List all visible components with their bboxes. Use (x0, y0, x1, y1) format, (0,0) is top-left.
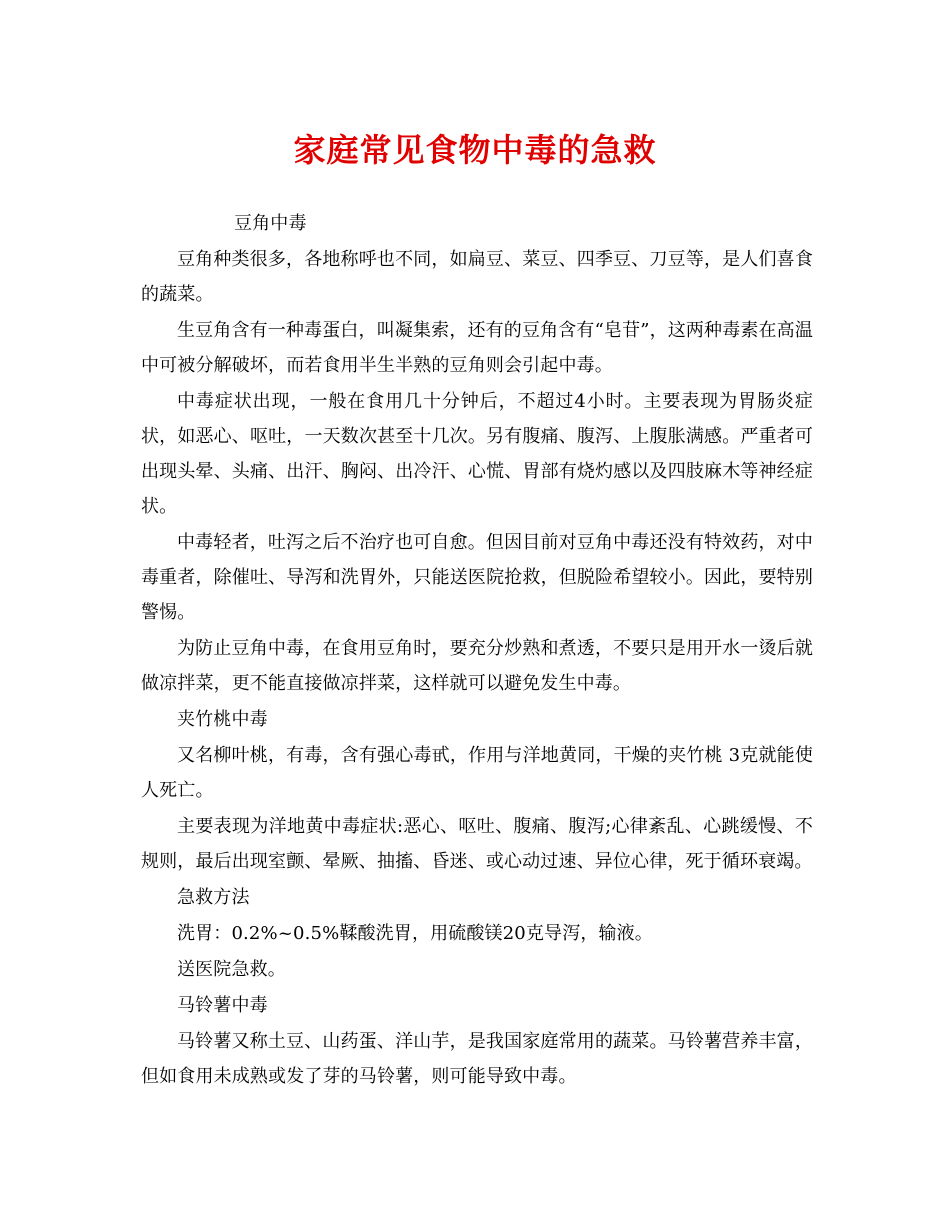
paragraph: 豆角种类很多，各地称呼也不同，如扁豆、菜豆、四季豆、刀豆等，是人们喜食的蔬菜。 (141, 249, 813, 305)
section-heading-potato: 马铃薯中毒 (177, 995, 268, 1016)
section-heading-first-aid: 急救方法 (177, 887, 250, 908)
paragraph: 主要表现为洋地黄中毒症状:恶心、呕吐、腹痛、腹泻;心律紊乱、心跳缓慢、不规则，最后出现室颤、晕厥、抽搐、昏迷、或心动过速、异位心律，死于循环衰竭。 (141, 816, 813, 872)
paragraph: 马铃薯又称土豆、山药蛋、洋山芋，是我国家庭常用的蔬菜。马铃薯营养丰富，但如食用未成熟或发了芽的马铃薯，则可能导致中毒。 (141, 1031, 813, 1087)
paragraph: 生豆角含有一种毒蛋白，叫凝集索，还有的豆角含有“皂苷”，这两种毒素在高温中可被分解破坏，而若食用半生半熟的豆角则会引起中毒。 (141, 320, 813, 376)
document-body (141, 206, 813, 1095)
paragraph: 为防止豆角中毒，在食用豆角时，要充分炒熟和煮透，不要只是用开水一烫后就做凉拌菜，更不能直接做凉拌菜，这样就可以避免发生中毒。 (141, 638, 813, 694)
section-heading-douijao: 豆角中毒 (234, 213, 307, 234)
section-heading-jiazhutao: 夹竹桃中毒 (177, 709, 268, 730)
paragraph: 中毒轻者，吐泻之后不治疗也可自愈。但因目前对豆角中毒还没有特效药，对中毒重者，除催吐、导泻和洗胃外，只能送医院抢救，但脱险希望较小。因此，要特别警惕。 (141, 532, 813, 623)
paragraph: 送医院急救。 (177, 959, 286, 980)
paragraph: 中毒症状出现，一般在食用几十分钟后，不超过4小时。主要表现为胃肠炎症状，如恶心、呕吐，一天数次甚至十几次。另有腹痛、腹泻、上腹胀满感。严重者可出现头晕、头痛、出汗、胸闷、出冷汗、心慌、胃部有烧灼感以及四肢麻木等神经症状。 (141, 391, 813, 517)
page-title: 家庭常见食物中毒的急救 (293, 131, 657, 169)
paragraph: 又名柳叶桃，有毒，含有强心毒甙，作用与洋地黄同，干燥的夹竹桃 3克就能使人死亡。 (141, 745, 813, 801)
paragraph: 洗胃：0.2%~0.5%鞣酸洗胃，用硫酸镁20克导泻，输液。 (177, 923, 653, 944)
